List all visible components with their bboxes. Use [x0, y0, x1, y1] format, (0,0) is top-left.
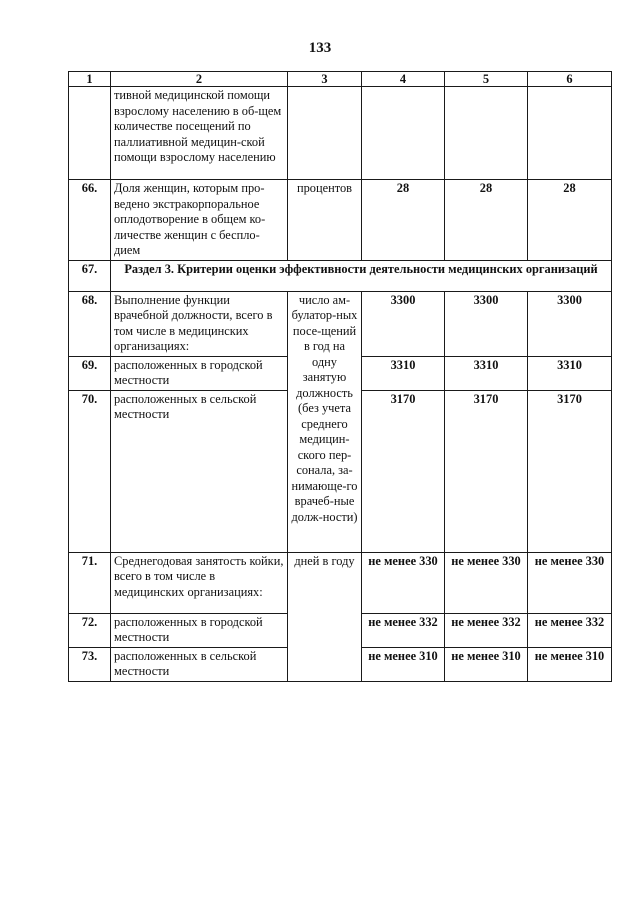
value-col4: не менее 330	[362, 552, 445, 613]
row-unit-empty	[288, 613, 362, 647]
value-col4: 28	[362, 180, 445, 261]
header-cell: 3	[288, 72, 362, 87]
row-name: тивной медицинской помощи взрослому населению в об-щем количестве посещений по паллиативной медицин-ской помощи взрослому населению	[111, 87, 288, 180]
value-col6: не менее 332	[528, 613, 612, 647]
row-number	[69, 87, 111, 180]
row-name: Выполнение функции врачебной должности, всего в том числе в медицинских организациях:	[111, 291, 288, 356]
row-name: расположенных в сельской местности	[111, 390, 288, 552]
value-col6	[528, 87, 612, 180]
row-unit: процентов	[288, 180, 362, 261]
table-row	[69, 647, 612, 681]
criteria-table	[68, 71, 612, 682]
value-col6: 3300	[528, 291, 612, 356]
section-title: Раздел 3. Критерии оценки эффективности деятельности медицинских организаций	[111, 260, 612, 291]
header-cell: 2	[111, 72, 288, 87]
value-col4	[362, 87, 445, 180]
page-number: 133	[308, 40, 332, 56]
row-number: 70.	[69, 390, 111, 552]
value-col6: не менее 310	[528, 647, 612, 681]
header-cell: 5	[445, 72, 528, 87]
table-row	[69, 87, 612, 180]
row-name: расположенных в городской местности	[111, 356, 288, 390]
table-row	[69, 613, 612, 647]
value-col5: 3300	[445, 291, 528, 356]
header-cell: 4	[362, 72, 445, 87]
value-col4: не менее 332	[362, 613, 445, 647]
row-unit: число ам-булатор-ных посе-щений в год на одну занятую должность (без учета среднего медицин-ского пер-сонала, за-нимающе-го врачеб-ные долж-ности)	[288, 291, 362, 552]
value-col6: 3170	[528, 390, 612, 552]
row-unit: дней в году	[288, 552, 362, 613]
header-cell: 6	[528, 72, 612, 87]
row-number: 71.	[69, 552, 111, 613]
row-name: расположенных в городской местности	[111, 613, 288, 647]
value-col6: 3310	[528, 356, 612, 390]
value-col5	[445, 87, 528, 180]
row-number: 73.	[69, 647, 111, 681]
table-row	[69, 552, 612, 613]
row-name: расположенных в сельской местности	[111, 647, 288, 681]
value-col5: 3310	[445, 356, 528, 390]
section-row	[69, 260, 612, 291]
value-col4: не менее 310	[362, 647, 445, 681]
value-col5: не менее 310	[445, 647, 528, 681]
row-number: 69.	[69, 356, 111, 390]
row-name: Среднегодовая занятость койки, всего в том числе в медицинских организациях:	[111, 552, 288, 613]
row-name: Доля женщин, которым про-ведено экстракорпоральное оплодотворение в общем ко-личестве женщин с беспло-дием	[111, 180, 288, 261]
row-unit	[288, 87, 362, 180]
value-col4: 3300	[362, 291, 445, 356]
value-col5: не менее 332	[445, 613, 528, 647]
section-number: 67.	[69, 260, 111, 291]
value-col6: не менее 330	[528, 552, 612, 613]
value-col5: 28	[445, 180, 528, 261]
row-number: 68.	[69, 291, 111, 356]
row-number: 66.	[69, 180, 111, 261]
row-unit-empty	[288, 647, 362, 681]
header-cell: 1	[69, 72, 111, 87]
table-row	[69, 291, 612, 356]
value-col4: 3170	[362, 390, 445, 552]
value-col5: 3170	[445, 390, 528, 552]
row-number: 72.	[69, 613, 111, 647]
value-col6: 28	[528, 180, 612, 261]
table-row	[69, 180, 612, 261]
table-header-row	[69, 72, 612, 87]
value-col5: не менее 330	[445, 552, 528, 613]
value-col4: 3310	[362, 356, 445, 390]
